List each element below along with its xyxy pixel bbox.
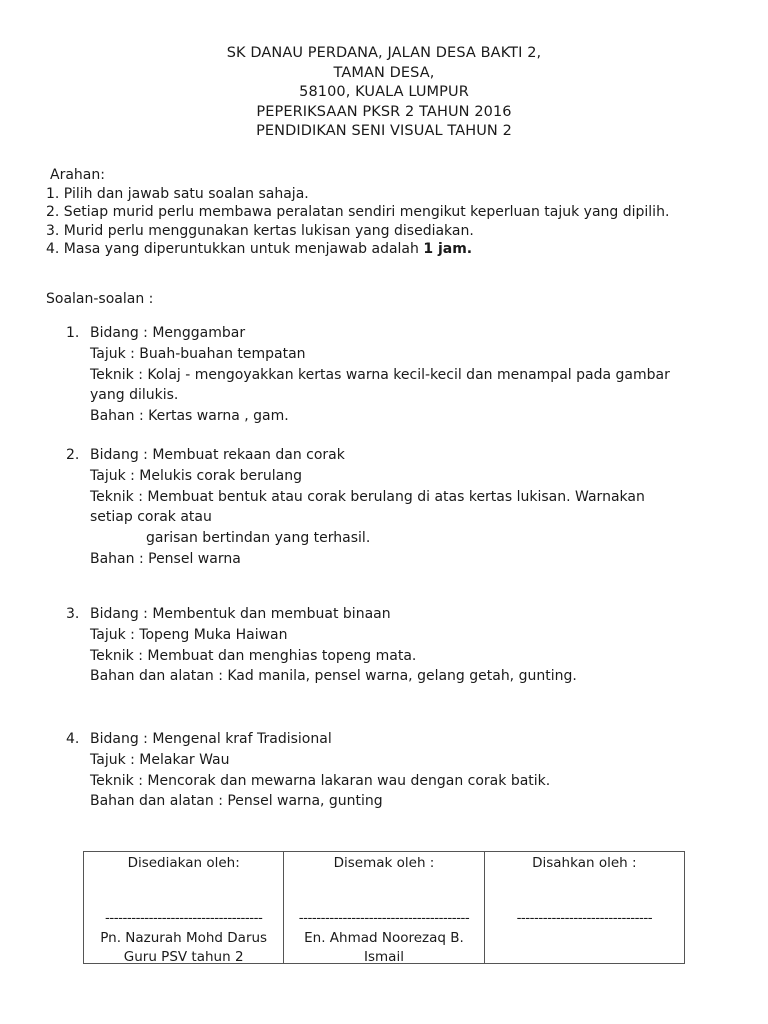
question-bahan: Bahan : Pensel warna [90,550,241,567]
signature-heading: Disahkan oleh : [532,855,637,871]
signature-line: ------------------------------------ [104,910,263,926]
question-bahan: Bahan : Kertas warna , gam. [90,408,289,425]
question-teknik: Teknik : Membuat dan menghias topeng mata. [90,647,417,664]
question-teknik: Teknik : Kolaj - mengoyakkan kertas warna kecil-kecil dan menampal pada gambar [90,366,670,383]
question-number: 4. [66,731,80,747]
signatory-title: Guru PSV tahun 2 [123,949,244,965]
signature-line: ------------------------------- [516,910,653,926]
signatory-name-continued: Ismail [364,949,404,965]
question-2 [66,445,746,570]
question-bidang: Bidang : Menggambar [90,325,246,341]
question-bidang: Bidang : Mengenal kraf Tradisional [90,731,332,747]
question-tajuk: Tajuk : Topeng Muka Haiwan [90,626,288,643]
subject-title: PENDIDIKAN SENI VISUAL TAHUN 2 [256,123,512,139]
question-number: 2. [66,447,80,463]
school-postcode: 58100, KUALA LUMPUR [299,84,469,100]
signature-heading: Disediakan oleh: [127,855,240,871]
signature-heading: Disemak oleh : [333,855,435,871]
duration-text: 1 jam. [423,241,473,257]
signatory-name: Pn. Nazurah Mohd Darus [100,930,268,946]
question-tajuk: Tajuk : Buah-buahan tempatan [90,345,306,362]
question-bidang: Bidang : Membuat rekaan dan corak [90,447,345,463]
signatory-name: En. Ahmad Noorezaq B. [304,930,464,946]
question-number: 3. [66,606,80,622]
document-header [0,44,768,142]
instruction-item: 3. Murid perlu menggunakan kertas lukisan yang disediakan. [46,222,474,239]
question-3 [66,604,746,687]
question-1 [66,323,746,427]
question-teknik-continued: yang dilukis. [90,387,179,404]
question-number: 1. [66,325,80,341]
school-area: TAMAN DESA, [333,64,435,81]
question-teknik: Teknik : Membuat bentuk atau corak berulang di atas kertas lukisan. Warnakan [90,488,645,505]
signature-line: --------------------------------------- [298,910,470,926]
question-teknik-continued: setiap corak atau [90,509,212,526]
instruction-item: 2. Setiap murid perlu membawa peralatan sendiri mengikut keperluan tajuk yang dipilih. [46,204,670,220]
question-tajuk: Tajuk : Melukis corak berulang [90,467,303,484]
question-bidang: Bidang : Membentuk dan membuat binaan [90,606,391,622]
question-tajuk: Tajuk : Melakar Wau [90,751,230,768]
question-teknik-continued: garisan bertindan yang terhasil. [146,530,371,547]
signature-cell-prepared [84,852,284,964]
instructions-title: Arahan: [50,167,105,183]
instruction-item [46,240,746,259]
instruction-item: 1. Pilih dan jawab satu soalan sahaja. [46,185,309,202]
signature-cell-approved [484,852,684,964]
signature-table [83,851,685,964]
school-name: SK DANAU PERDANA, JALAN DESA BAKTI 2, [226,45,542,61]
question-bahan: Bahan dan alatan : Pensel warna, gunting [90,793,383,810]
question-4 [66,729,746,812]
instructions [46,166,746,259]
question-bahan: Bahan dan alatan : Kad manila, pensel warna, gelang getah, gunting. [90,668,577,685]
questions-title: Soalan-soalan : [46,291,154,307]
question-teknik: Teknik : Mencorak dan mewarna lakaran wau dengan corak batik. [90,772,551,789]
exam-title: PEPERIKSAAN PKSR 2 TAHUN 2016 [256,103,512,120]
signature-cell-checked [284,852,484,964]
instruction-text: 4. Masa yang diperuntukkan untuk menjawab adalah [46,241,424,257]
